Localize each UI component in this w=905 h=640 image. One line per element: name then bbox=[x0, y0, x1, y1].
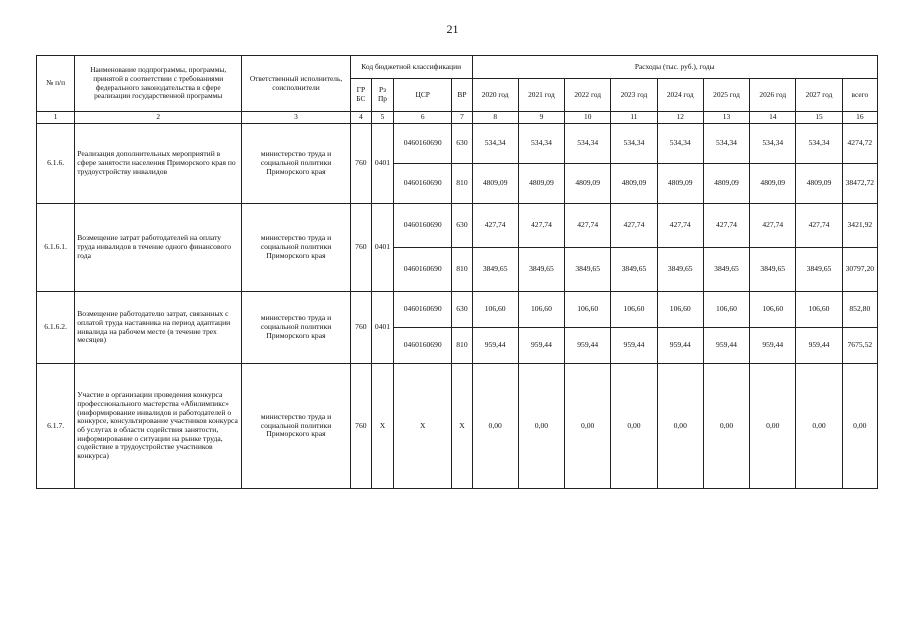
row-value: 427,74 bbox=[796, 204, 842, 248]
row-value: 0,00 bbox=[518, 364, 564, 489]
row-value: 106,60 bbox=[657, 292, 703, 328]
row-value: 4809,09 bbox=[518, 164, 564, 204]
row-value: 534,34 bbox=[518, 124, 564, 164]
row-csr: 0460160690 bbox=[394, 292, 452, 328]
row-value: 427,74 bbox=[518, 204, 564, 248]
row-value: 0,00 bbox=[565, 364, 611, 489]
row-value: 4809,09 bbox=[565, 164, 611, 204]
row-value: 106,60 bbox=[703, 292, 749, 328]
row-csr: 0460160690 bbox=[394, 204, 452, 248]
column-number: 6 bbox=[394, 112, 452, 124]
column-number: 7 bbox=[452, 112, 472, 124]
row-vr: 630 bbox=[452, 292, 472, 328]
budget-table bbox=[36, 55, 878, 489]
row-value: 959,44 bbox=[518, 328, 564, 364]
row-value: 534,34 bbox=[796, 124, 842, 164]
row-executor: министерство труда и социальной политики Приморского края bbox=[242, 204, 351, 292]
header-year: 2021 год bbox=[518, 79, 564, 112]
row-value: 3849,65 bbox=[657, 248, 703, 292]
row-value: 0,00 bbox=[750, 364, 796, 489]
row-rzpr: 0401 bbox=[371, 124, 393, 204]
row-num: 6.1.6.1. bbox=[37, 204, 75, 292]
row-value: 534,34 bbox=[472, 124, 518, 164]
header-rzpr: Рз Пр bbox=[371, 79, 393, 112]
row-rzpr: 0401 bbox=[371, 292, 393, 364]
header-executor: Ответственный исполнитель, соисполнители bbox=[242, 56, 351, 112]
row-value: 106,60 bbox=[611, 292, 657, 328]
column-number: 15 bbox=[796, 112, 842, 124]
header-year: 2024 год bbox=[657, 79, 703, 112]
row-value: 3849,65 bbox=[703, 248, 749, 292]
column-number: 10 bbox=[565, 112, 611, 124]
column-number: 5 bbox=[371, 112, 393, 124]
row-value: 959,44 bbox=[611, 328, 657, 364]
row-grbs: 760 bbox=[350, 124, 371, 204]
row-executor: министерство труда и социальной политики Приморского края bbox=[242, 364, 351, 489]
row-num: 6.1.7. bbox=[37, 364, 75, 489]
header-grbs: ГР БС bbox=[350, 79, 371, 112]
row-csr: 0460160690 bbox=[394, 248, 452, 292]
row-value: 0,00 bbox=[657, 364, 703, 489]
row-vr: X bbox=[452, 364, 472, 489]
table-row bbox=[37, 204, 878, 248]
row-vr: 810 bbox=[452, 328, 472, 364]
row-value: 427,74 bbox=[565, 204, 611, 248]
row-csr: X bbox=[394, 364, 452, 489]
table-row bbox=[37, 124, 878, 164]
row-value: 4809,09 bbox=[657, 164, 703, 204]
row-value: 106,60 bbox=[565, 292, 611, 328]
row-name: Возмещение работодателю затрат, связанных с оплатой труда наставника на период адаптации инвалида на рабочем месте (в течение трех месяцев) bbox=[75, 292, 242, 364]
header-year: 2025 год bbox=[703, 79, 749, 112]
row-grbs: 760 bbox=[350, 364, 371, 489]
row-vr: 810 bbox=[452, 248, 472, 292]
row-value: 959,44 bbox=[750, 328, 796, 364]
row-total: 852,80 bbox=[842, 292, 877, 328]
header-total: всего bbox=[842, 79, 877, 112]
row-value: 4809,09 bbox=[796, 164, 842, 204]
row-rzpr: X bbox=[371, 364, 393, 489]
header-csr: ЦСР bbox=[394, 79, 452, 112]
row-rzpr: 0401 bbox=[371, 204, 393, 292]
row-value: 4809,09 bbox=[750, 164, 796, 204]
column-number: 8 bbox=[472, 112, 518, 124]
row-value: 0,00 bbox=[796, 364, 842, 489]
row-value: 106,60 bbox=[472, 292, 518, 328]
row-vr: 810 bbox=[452, 164, 472, 204]
column-number: 16 bbox=[842, 112, 877, 124]
row-value: 3849,65 bbox=[611, 248, 657, 292]
header-year: 2020 год bbox=[472, 79, 518, 112]
row-value: 427,74 bbox=[750, 204, 796, 248]
table-row bbox=[37, 364, 878, 489]
row-value: 427,74 bbox=[611, 204, 657, 248]
header-year: 2022 год bbox=[565, 79, 611, 112]
row-value: 0,00 bbox=[703, 364, 749, 489]
row-value: 3849,65 bbox=[750, 248, 796, 292]
row-total: 38472,72 bbox=[842, 164, 877, 204]
row-value: 427,74 bbox=[703, 204, 749, 248]
column-number: 4 bbox=[350, 112, 371, 124]
header-year: 2023 год bbox=[611, 79, 657, 112]
row-value: 106,60 bbox=[518, 292, 564, 328]
row-total: 3421,92 bbox=[842, 204, 877, 248]
row-grbs: 760 bbox=[350, 292, 371, 364]
column-number: 9 bbox=[518, 112, 564, 124]
row-value: 4809,09 bbox=[611, 164, 657, 204]
row-value: 959,44 bbox=[703, 328, 749, 364]
row-vr: 630 bbox=[452, 124, 472, 164]
header-row-1 bbox=[37, 56, 878, 79]
column-number: 3 bbox=[242, 112, 351, 124]
row-executor: министерство труда и социальной политики Приморского края bbox=[242, 124, 351, 204]
column-number: 2 bbox=[75, 112, 242, 124]
header-year: 2027 год bbox=[796, 79, 842, 112]
header-expenses: Расходы (тыс. руб.), годы bbox=[472, 56, 877, 79]
row-value: 3849,65 bbox=[472, 248, 518, 292]
row-value: 106,60 bbox=[796, 292, 842, 328]
header-num: № п/п bbox=[37, 56, 75, 112]
header-kbk: Код бюджетной классификации bbox=[350, 56, 472, 79]
column-number: 1 bbox=[37, 112, 75, 124]
row-num: 6.1.6. bbox=[37, 124, 75, 204]
column-number: 14 bbox=[750, 112, 796, 124]
header-name: Наименование подпрограммы, программы, принятой в соответствии с требованиями федерального законодательства в сфере реализации государственной программы bbox=[75, 56, 242, 112]
row-value: 0,00 bbox=[472, 364, 518, 489]
row-csr: 0460160690 bbox=[394, 328, 452, 364]
row-csr: 0460160690 bbox=[394, 124, 452, 164]
row-name: Участие в организации проведения конкурса профессионального мастерства «Абилимпикс» (информирование инвалидов и работодателей о конкурсе, консультирование участников конкурса об услугах в области содействия занятости, информирование о ситуации на рынке труда, содействие в трудоустройстве участников конкурса) bbox=[75, 364, 242, 489]
row-value: 3849,65 bbox=[796, 248, 842, 292]
row-value: 534,34 bbox=[750, 124, 796, 164]
column-number: 13 bbox=[703, 112, 749, 124]
row-value: 959,44 bbox=[565, 328, 611, 364]
row-value: 959,44 bbox=[657, 328, 703, 364]
row-grbs: 760 bbox=[350, 204, 371, 292]
row-total: 0,00 bbox=[842, 364, 877, 489]
row-total: 30797,20 bbox=[842, 248, 877, 292]
row-value: 959,44 bbox=[796, 328, 842, 364]
row-csr: 0460160690 bbox=[394, 164, 452, 204]
header-year: 2026 год bbox=[750, 79, 796, 112]
row-total: 4274,72 bbox=[842, 124, 877, 164]
row-value: 534,34 bbox=[657, 124, 703, 164]
row-name: Реализация дополнительных мероприятий в сфере занятости населения Приморского края по трудоустройству инвалидов bbox=[75, 124, 242, 204]
column-numbers-row bbox=[37, 112, 878, 124]
row-value: 534,34 bbox=[703, 124, 749, 164]
row-value: 3849,65 bbox=[565, 248, 611, 292]
row-value: 0,00 bbox=[611, 364, 657, 489]
row-executor: министерство труда и социальной политики Приморского края bbox=[242, 292, 351, 364]
row-value: 3849,65 bbox=[518, 248, 564, 292]
header-vr: ВР bbox=[452, 79, 472, 112]
row-value: 4809,09 bbox=[703, 164, 749, 204]
row-name: Возмещение затрат работодателей на оплату труда инвалидов в течение одного финансового года bbox=[75, 204, 242, 292]
row-value: 427,74 bbox=[472, 204, 518, 248]
row-vr: 630 bbox=[452, 204, 472, 248]
row-value: 427,74 bbox=[657, 204, 703, 248]
row-value: 534,34 bbox=[611, 124, 657, 164]
table-row bbox=[37, 292, 878, 328]
row-value: 534,34 bbox=[565, 124, 611, 164]
column-number: 12 bbox=[657, 112, 703, 124]
row-value: 4809,09 bbox=[472, 164, 518, 204]
row-value: 959,44 bbox=[472, 328, 518, 364]
page-number: 21 bbox=[446, 22, 459, 36]
row-total: 7675,52 bbox=[842, 328, 877, 364]
row-value: 106,60 bbox=[750, 292, 796, 328]
column-number: 11 bbox=[611, 112, 657, 124]
row-num: 6.1.6.2. bbox=[37, 292, 75, 364]
